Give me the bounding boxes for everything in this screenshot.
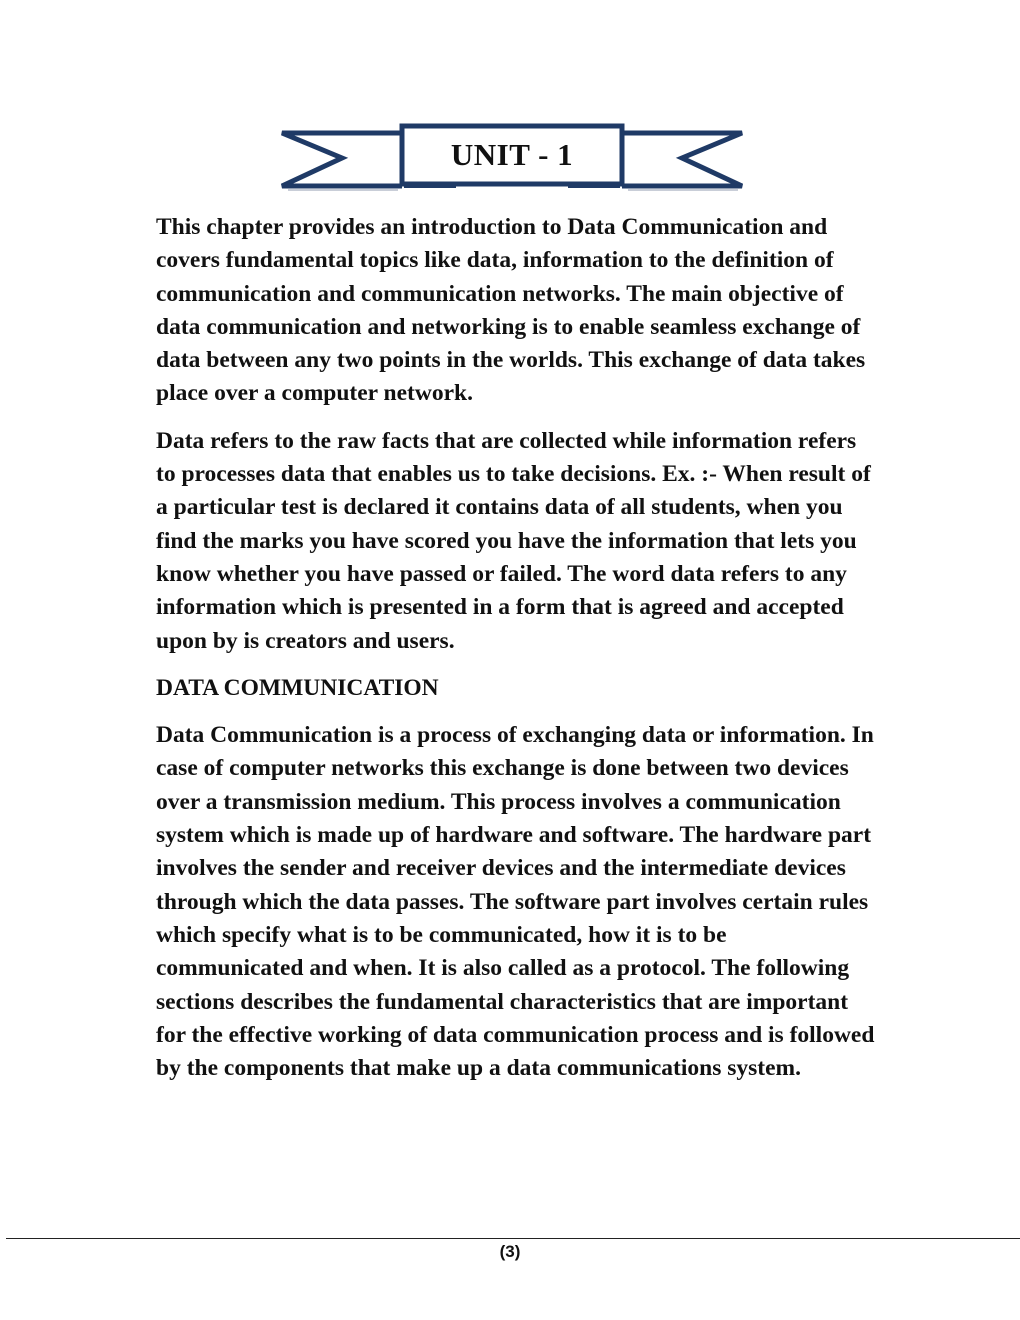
right-ribbon-tail (622, 133, 742, 186)
unit-banner (278, 118, 748, 194)
data-information-paragraph: Data refers to the raw facts that are collected while information refers to processes data that enables us to take decisions. Ex. :- When result of a particular test is declared it contains data of all students, when you find the marks you have scored you have the information that lets you know whether you have passed or failed. The word data refers to any information which is presented in a form that is agreed and accepted upon by is creators and users. (156, 427, 871, 654)
page-number: (3) (499, 1242, 521, 1261)
data-communication-paragraph: Data Communication is a process of exchanging data or information. In case of computer networks this exchange is done between two devices over a transmission medium. This process involves a communication system which is made up of hardware and software. The hardware part involves the sender and receiver devices and the intermediate devices through which the data passes. The software part involves certain rules which specify what is to be communicated, how it is to be communicated and when. It is also called as a protocol. The following sections describes the fundamental characteristics that are important for the effective working of data communication process and is followed by the components that make up a data communications system. (156, 722, 875, 1082)
footer-divider (6, 1238, 1020, 1239)
intro-paragraph: This chapter provides an introduction to Data Communication and covers fundamental topics like data, information to the definition of communication and communication networks. The main objective of data communication and networking is to enable seamless exchange of data between any two points in the worlds. This exchange of data takes place over a computer network. (156, 214, 866, 407)
section-heading: DATA COMMUNICATION (156, 674, 439, 701)
unit-title: UNIT - 1 (450, 137, 574, 172)
left-ribbon-tail (282, 133, 402, 186)
page-content (156, 211, 876, 1099)
